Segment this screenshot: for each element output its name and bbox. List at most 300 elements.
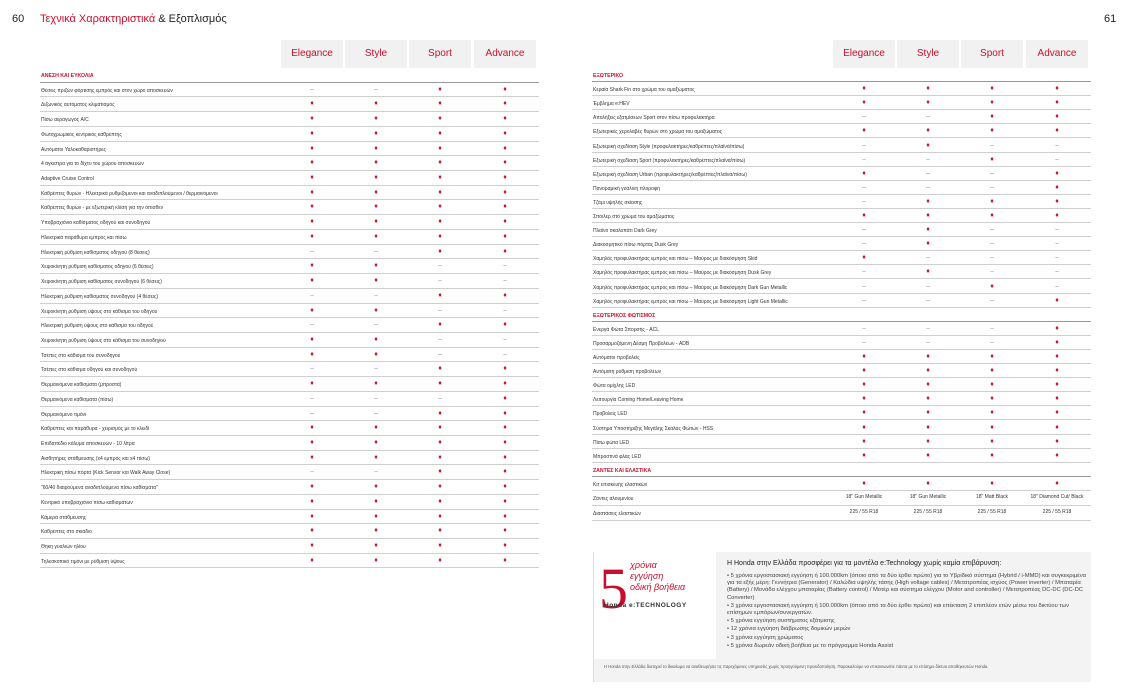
left-table-row [40,83,539,98]
feature-label: Πλαϊνό σκαλοπάτι Dark Grey [593,228,657,235]
feature-label: Εξωτερική σχεδίαση Urban (προφυλακτήρες/καθρέπτες/πλαϊνά/πίσω) [593,171,747,178]
included-mark: ♦ [503,468,507,476]
included-mark: ♦ [503,188,507,196]
included-mark: ♦ [990,367,994,375]
included-mark: ♦ [503,439,507,446]
included-mark: ♦ [374,483,378,491]
feature-label: Ζάντες αλουμινίου [593,496,634,502]
feature-label: Εξωτερικές χερολαβές θυρών στο χρώμα του αμαξώματος [593,129,723,136]
included-mark: ♦ [374,380,378,388]
left-table-row [40,215,539,230]
included-mark: ♦ [374,335,378,343]
not-included-mark: – [310,86,314,93]
feature-label: Τσέπες στο κάθισμα οδηγού και συνοδηγού [41,367,138,374]
feature-label: Χαμηλός προφυλακτήρας εμπρός και πίσω – Μαύρος με διακόσμηση Dusk Grey [593,270,772,277]
promo-bullets [727,573,1087,651]
included-mark: ♦ [990,212,994,219]
included-mark: ♦ [310,129,314,137]
right-table-row [592,110,1091,124]
right-table-row [592,506,1091,521]
included-mark: ♦ [1055,99,1059,107]
feature-label: Κιτ επισκευής ελαστικών [593,481,648,488]
not-included-mark: – [862,184,866,191]
not-included-mark: – [438,263,442,270]
right-table-row [592,251,1091,265]
included-mark: ♦ [926,409,930,417]
not-included-mark: – [926,339,930,346]
left-table-row [40,465,539,480]
right-table-row [592,449,1091,463]
included-mark: ♦ [503,542,507,550]
feature-label: Απολήξεις εξατμίσεων Sport στον πίσω προφυλακτήρα [593,115,715,122]
included-mark: ♦ [1055,423,1059,431]
feature-label: Ηλεκτρικά παράθυρα εμπρός και πίσω [41,234,127,241]
left-table-row [40,495,539,510]
right-table-row [592,477,1091,491]
included-mark: ♦ [926,141,930,149]
included-mark: ♦ [862,127,866,135]
included-mark: ♦ [862,99,866,107]
included-mark: ♦ [438,115,442,123]
included-mark: ♦ [926,240,930,248]
feature-label: Εξωτερική σχεδίαση Style (προφυλακτήρες/καθρέπτες/πλαϊνά/πίσω) [593,143,745,150]
included-mark: ♦ [438,203,442,211]
right-table-row [592,265,1091,279]
left-table-row [40,259,539,274]
spec-value: 18" Diamond Cut/ Black [1030,494,1084,500]
included-mark: ♦ [990,127,994,135]
included-mark: ♦ [374,439,378,446]
included-mark: ♦ [990,353,994,360]
included-mark: ♦ [1055,367,1059,375]
included-mark: ♦ [503,159,507,167]
included-mark: ♦ [310,483,314,491]
included-mark: ♦ [990,282,994,290]
feature-label: Χαμηλός προφυλακτήρας εμπρός και πίσω – Μαύρος με διακόσμηση Dark Gun Metallic [593,284,788,291]
included-mark: ♦ [1055,395,1059,403]
included-mark: ♦ [503,144,507,152]
included-mark: ♦ [926,226,930,234]
included-mark: ♦ [310,512,314,520]
included-mark: ♦ [374,512,378,520]
promo-bullet: • 3 χρόνια εγγύηση χρώματος [727,634,804,641]
included-mark: ♦ [1055,113,1059,121]
not-included-mark: – [503,336,507,343]
included-mark: ♦ [1055,212,1059,219]
feature-label: Κεραία Shark Fin στο χρώμα του αμαξώματος [593,87,695,94]
included-mark: ♦ [438,232,442,240]
honda-logo: Honda e:TECHNOLOGY [604,602,687,609]
not-included-mark: – [374,292,378,299]
left-header-advance: Advance [474,40,536,68]
included-mark: ♦ [374,159,378,167]
included-mark: ♦ [438,365,442,373]
right-header-advance: Advance [1026,40,1088,68]
left-table-row [40,245,539,260]
included-mark: ♦ [503,232,507,240]
included-mark: ♦ [374,542,378,550]
included-mark: ♦ [503,365,507,373]
included-mark: ♦ [310,556,314,564]
not-included-mark: – [926,255,930,262]
included-mark: ♦ [503,512,507,520]
included-mark: ♦ [503,100,507,108]
not-included-mark: – [374,469,378,476]
right-table-row [592,322,1091,336]
included-mark: ♦ [374,218,378,226]
section-title: ΑΝΕΣΗ ΚΑΙ ΕΥΚΟΛΙΑ [41,73,94,79]
promo-footer: Η Honda στην Ελλάδα διατηρεί το δικαίωμα να αναθεωρήσει τις παρεχόμενες υπηρεσίες χωρίς προηγούμενη προειδοποίηση. Παρακαλούμε να επικοινωνείτε πάντα με το επίσημο δίκτυο αποθηκευτών Honda. [604,664,989,669]
feature-label: Χαμηλός προφυλακτήρας εμπρός και πίσω – Μαύρος με διακόσμηση Skid [593,256,758,263]
included-mark: ♦ [1055,381,1059,389]
page-number-right: 61 [1104,13,1117,25]
not-included-mark: – [374,248,378,255]
feature-label: Φώτα ομίχλης LED [593,383,636,390]
spec-value: 225 / 55 R18 [849,509,879,516]
feature-label: Θέσεις πριζών φόρτισης εμπρός και στον χώρο αποσκευών [41,87,173,94]
not-included-mark: – [1055,156,1059,163]
included-mark: ♦ [438,380,442,388]
right-table-row [592,153,1091,167]
feature-label: Θερμαινόμενα καθίσματα (μπροστά) [41,382,122,389]
left-table-row [40,333,539,348]
feature-label: Αισθητήρες στάθμευσης (x4 εμπρός και x4 πίσω) [41,455,150,462]
feature-label: Ενεργά Φώτα Σπορσής - ACL [593,326,659,333]
included-mark: ♦ [438,512,442,520]
left-table-row [40,407,539,422]
included-mark: ♦ [310,335,314,343]
not-included-mark: – [990,255,994,262]
left-table-row [40,348,539,363]
left-table-row [40,142,539,157]
included-mark: ♦ [990,409,994,417]
not-included-mark: – [310,248,314,255]
right-table-row [592,167,1091,181]
included-mark: ♦ [310,542,314,550]
included-mark: ♦ [310,497,314,505]
not-included-mark: – [503,278,507,285]
included-mark: ♦ [310,232,314,240]
included-mark: ♦ [374,306,378,314]
feature-label: Χειροκίνητη ρύθμιση καθίσματος οδηγού (6 θέσεις) [41,264,154,271]
not-included-mark: – [926,283,930,290]
included-mark: ♦ [926,479,930,487]
included-mark: ♦ [438,247,442,255]
included-mark: ♦ [438,497,442,505]
included-mark: ♦ [990,451,994,459]
not-included-mark: – [862,325,866,332]
right-table-row [592,280,1091,294]
feature-label: Εξωτερική σχεδίαση Sport (προφυλακτήρες/καθρέπτες/πλαϊνά/πίσω) [593,157,746,164]
included-mark: ♦ [503,483,507,491]
left-section-header [40,68,539,83]
feature-label: Φωτοχρωμικός κεντρικός καθρέπτης [41,131,122,138]
promo-bullet: • 5 χρόνια δωρεάν οδική βοήθεια με το πρόγραμμα Honda Assist [727,642,894,649]
included-mark: ♦ [1055,127,1059,135]
feature-label: Τζάμι υψηλής σκίασης [593,199,643,206]
included-mark: ♦ [310,453,314,461]
not-included-mark: – [438,307,442,314]
included-mark: ♦ [438,321,442,329]
promo-bullet: • 5 χρόνια εγγύηση συστήματος εξάτμισης [727,618,835,625]
included-mark: ♦ [862,367,866,375]
right-table-row [592,378,1091,392]
not-included-mark: – [990,339,994,346]
not-included-mark: – [310,410,314,417]
not-included-mark: – [438,336,442,343]
right-table-row [592,124,1091,138]
page-number-left: 60 [12,13,25,25]
left-table-row [40,97,539,112]
right-table-row [592,406,1091,420]
right-table-row [592,491,1091,506]
left-table-row [40,230,539,245]
feature-label: Ηλεκτρική ρύθμιση καθίσματος οδηγού (8 θέσεις) [41,249,150,256]
left-table-row [40,510,539,525]
included-mark: ♦ [310,380,314,388]
included-mark: ♦ [374,262,378,270]
feature-label: Καθρέπτες στο σκιάδιο [41,529,92,536]
page-title-sub: & Εξοπλισμός [158,13,227,25]
included-mark: ♦ [503,115,507,123]
included-mark: ♦ [438,527,442,535]
not-included-mark: – [310,366,314,373]
promo-heading: Η Honda στην Ελλάδα προσφέρει για τα μοντέλα e:Technology χωρίς καμία επιβάρυνση: [727,560,1002,567]
right-section-header [592,68,1091,82]
feature-label: Σπόιλερ στο χρώμα του αμαξώματος [593,214,675,220]
included-mark: ♦ [503,453,507,461]
feature-label: Πίσω φώτα LED [593,439,630,446]
included-mark: ♦ [862,212,866,219]
left-table-row [40,362,539,377]
included-mark: ♦ [1055,451,1059,459]
feature-label: Έμβλημα e:HEV [593,101,630,108]
not-included-mark: – [862,156,866,163]
included-mark: ♦ [374,232,378,240]
included-mark: ♦ [1055,338,1059,346]
included-mark: ♦ [926,197,930,205]
not-included-mark: – [1055,283,1059,290]
right-table-row [592,237,1091,251]
feature-label: Ηλεκτρική πίσω πόρτα (Kick Sensor και Walk Away Close) [41,470,171,477]
not-included-mark: – [503,307,507,314]
left-table-row [40,186,539,201]
included-mark: ♦ [310,100,314,108]
included-mark: ♦ [310,527,314,535]
right-table-row [592,350,1091,364]
right-section-header [592,463,1091,477]
included-mark: ♦ [503,380,507,388]
right-table-row [592,421,1091,435]
left-table-row [40,436,539,451]
included-mark: ♦ [310,115,314,123]
included-mark: ♦ [310,203,314,211]
spec-value: 18" Gun Metallic [909,494,947,500]
included-mark: ♦ [438,453,442,461]
feature-label: Θερμαινόμενο τιμόνι [41,411,87,418]
feature-label: Πίσω αεραγωγός A/C [41,117,89,124]
promo-tag-1: χρόνια [630,560,657,570]
included-mark: ♦ [438,556,442,564]
not-included-mark: – [374,86,378,93]
included-mark: ♦ [503,394,507,402]
included-mark: ♦ [503,218,507,226]
included-mark: ♦ [926,395,930,403]
right-table-row [592,223,1091,237]
included-mark: ♦ [438,424,442,432]
section-title: ΖΑΝΤΕΣ ΚΑΙ ΕΛΑΣΤΙΚΑ [593,467,652,474]
included-mark: ♦ [926,367,930,375]
not-included-mark: – [926,297,930,304]
left-table-row [40,274,539,289]
feature-label: Καθρέπτες θυρών - Ηλεκτρικά ρυθμιζόμενοι και αναδιπλούμενοι / θερμαινόμενοι [41,190,218,197]
page-title-main: Τεχνικά Χαρακτηριστικά [40,13,156,25]
included-mark: ♦ [503,85,507,93]
not-included-mark: – [990,227,994,234]
included-mark: ♦ [503,247,507,255]
feature-label: Σύστημα Υποστήριξης Μεγάλης Σκάλας Φώτων - HSS [593,425,714,432]
included-mark: ♦ [926,268,930,276]
feature-label: Τηλεσκοπικό τιμόνι με ρύθμιση ύψους [41,558,125,565]
included-mark: ♦ [926,381,930,389]
right-table-row [592,82,1091,96]
included-mark: ♦ [503,174,507,182]
promo-bullet: • 5 χρόνια εργοστασιακή εγγύηση ή 100.000km (όποιο από τα δύο έρθει πρώτο) για το Υβριδικό σύστημα (Hybrid / i-MMD) και συγκεκριμένα για τα εξής μέρη: Γεννήτρια (Generator) / Καλώδια υψηλής τάσης (High voltage cables) / Μετατροπέας ισχύος (Power inverter) / Μπαταρία (Battery) / Μονάδα ελέγχου μπαταρίας (Battery control) / Μοτέρ και σύστημα ελέγχου (Motor and controller) / Μετατροπέας DC-DC (DC-DC Converter) [727,573,1086,601]
included-mark: ♦ [862,409,866,417]
not-included-mark: – [862,114,866,121]
included-mark: ♦ [990,381,994,389]
spec-value: 18" Gun Metallic [845,494,883,500]
promo-badge [594,552,716,659]
feature-label: Χειροκίνητη ρύθμιση ύψους στο κάθισμα του συνοδηγού [41,337,166,344]
included-mark: ♦ [310,144,314,152]
feature-label: Κεντρικό υποβραχιόνιο πίσω καθισμάτων [41,499,133,506]
included-mark: ♦ [310,188,314,196]
not-included-mark: – [990,325,994,332]
left-header-style: Style [345,40,407,68]
left-table-row [40,539,539,554]
included-mark: ♦ [438,174,442,182]
right-header-style: Style [897,40,959,68]
included-mark: ♦ [310,174,314,182]
feature-label: Adaptive Cruise Control [41,176,94,183]
feature-label: Διαστάσεις ελαστικών [593,511,642,518]
included-mark: ♦ [310,262,314,270]
included-mark: ♦ [310,306,314,314]
promo-tag-2: εγγύηση [630,571,664,581]
included-mark: ♦ [1055,169,1059,177]
included-mark: ♦ [438,468,442,476]
page-title [40,13,227,25]
feature-label: Χαμηλός προφυλακτήρας εμπρός και πίσω – Μαύρος με διακόσμηση Light Gun Metallic [593,298,788,305]
included-mark: ♦ [990,155,994,163]
included-mark: ♦ [862,381,866,389]
included-mark: ♦ [438,85,442,93]
not-included-mark: – [374,410,378,417]
not-included-mark: – [310,469,314,476]
left-table-row [40,156,539,171]
right-table-row [592,209,1091,223]
feature-label: Μπροστινά φλας LED [593,453,642,460]
not-included-mark: – [862,269,866,276]
included-mark: ♦ [862,254,866,262]
included-mark: ♦ [374,556,378,564]
included-mark: ♦ [862,395,866,403]
included-mark: ♦ [503,291,507,299]
included-mark: ♦ [1055,437,1059,445]
included-mark: ♦ [1055,409,1059,417]
feature-label: "60/40 διαιρούμενα αναδιπλούμενα πίσω καθίσματα" [41,485,158,492]
spec-value: 225 / 55 R18 [977,509,1007,516]
included-mark: ♦ [503,497,507,505]
not-included-mark: – [1055,142,1059,149]
not-included-mark: – [990,142,994,149]
feature-label: Επιδαπέδιο κάλυμα αποσκευών - 10 λίτρα [41,441,135,447]
included-mark: ♦ [374,144,378,152]
included-mark: ♦ [503,527,507,535]
included-mark: ♦ [926,99,930,107]
left-table-row [40,318,539,333]
left-table-row [40,127,539,142]
right-table-row [592,336,1091,350]
right-header-elegance: Elegance [833,40,895,68]
included-mark: ♦ [438,483,442,491]
included-mark: ♦ [1055,324,1059,332]
feature-label: Καθρέπτες θυρών - με εξωτερική κλίση για την όπισθεν [41,205,164,212]
not-included-mark: – [862,339,866,346]
right-header-sport: Sport [961,40,1023,68]
not-included-mark: – [990,170,994,177]
right-table-row [592,139,1091,153]
right-section-header [592,308,1091,322]
left-table-row [40,377,539,392]
included-mark: ♦ [374,188,378,196]
feature-label: Διακοσμητικό πίσω πόρτας Dusk Grey [593,242,679,249]
not-included-mark: – [310,395,314,402]
included-mark: ♦ [990,99,994,107]
left-table-row [40,524,539,539]
left-table-row [40,112,539,127]
not-included-mark: – [310,292,314,299]
not-included-mark: – [862,297,866,304]
not-included-mark: – [990,184,994,191]
included-mark: ♦ [1055,85,1059,93]
included-mark: ♦ [926,451,930,459]
included-mark: ♦ [374,115,378,123]
promo-big-number: 5 [599,556,628,621]
included-mark: ♦ [862,451,866,459]
feature-label: Θήκη γυαλιών ηλίου [41,544,86,551]
left-table-row [40,304,539,319]
included-mark: ♦ [1055,197,1059,205]
included-mark: ♦ [990,437,994,445]
not-included-mark: – [503,263,507,270]
right-table-row [592,435,1091,449]
left-header-elegance: Elegance [281,40,343,68]
feature-label: Προσαρμοζόμενη Δέσμη Προβολέων - ADB [593,340,690,347]
not-included-mark: – [926,156,930,163]
left-table-row [40,392,539,407]
included-mark: ♦ [374,527,378,535]
not-included-mark: – [438,395,442,402]
included-mark: ♦ [503,556,507,564]
right-table-row [592,181,1091,195]
included-mark: ♦ [374,277,378,285]
section-title: ΕΞΩΤΕΡΙΚΟΣ ΦΩΤΙΣΜΟΣ [593,312,656,319]
included-mark: ♦ [1055,296,1059,304]
feature-label: Ηλεκτρική ρύθμιση ύψους στο κάθισμα του οδηγού [41,323,154,330]
not-included-mark: – [310,322,314,329]
